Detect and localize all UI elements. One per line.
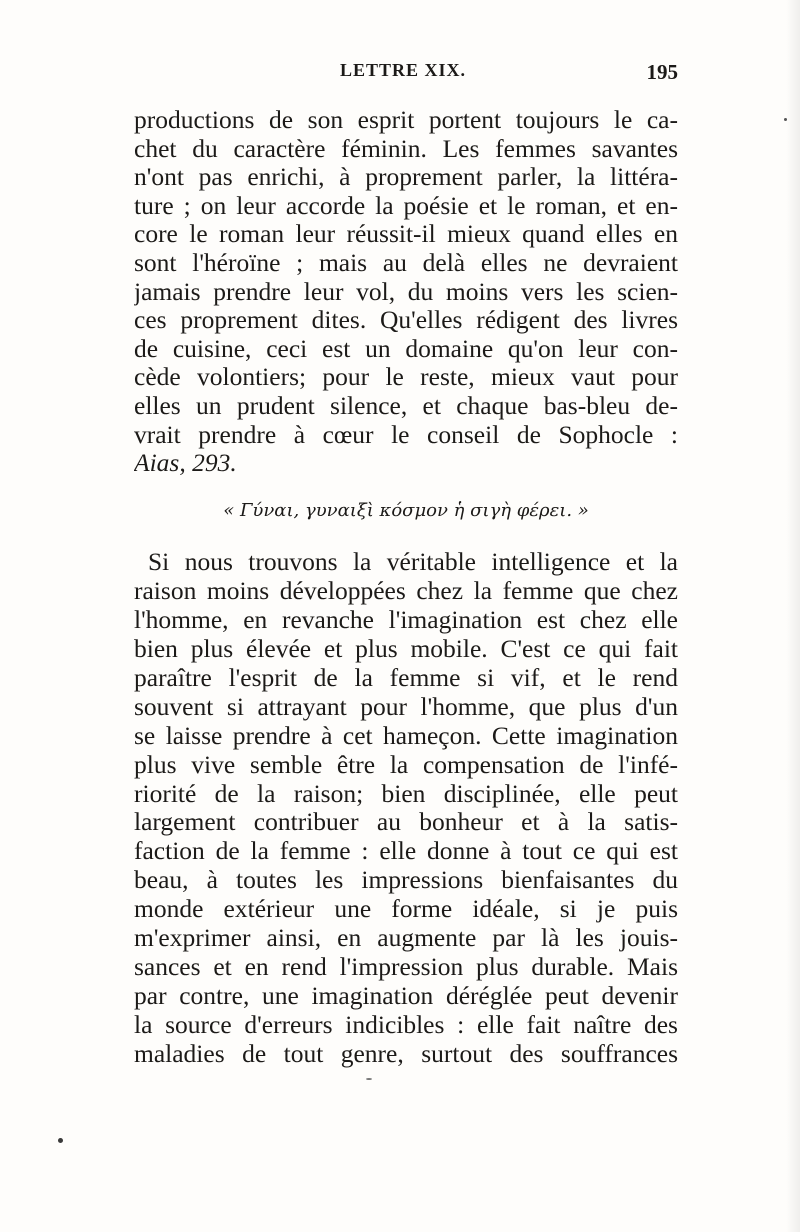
ink-speck — [366, 1078, 372, 1080]
text-line-citation: Aias, 293. — [134, 449, 237, 478]
text-line: l'homme, en revanche l'imagination est chez elle — [134, 605, 678, 634]
paragraph-2 — [134, 548, 678, 1069]
text-line: chet du caractère féminin. Les femmes savantes — [134, 134, 678, 163]
text-line: la source d'erreurs indicibles : elle fait naître des — [134, 1011, 678, 1039]
text-line: largement contribuer au bonheur et à la satis- — [134, 808, 678, 837]
page-edge-shadow — [786, 0, 800, 1232]
text-line: riorité de la raison; bien disciplinée, elle peut — [134, 779, 678, 808]
text-line: raison moins développées chez la femme que chez — [134, 576, 678, 605]
text-line: plus vive semble être la compensation de l'infé- — [134, 750, 678, 779]
text-line: m'exprimer ainsi, en augmente par là les jouis- — [134, 924, 678, 953]
text-line: productions de son esprit portent toujours le ca- — [134, 106, 678, 134]
page-header — [134, 60, 678, 90]
ink-speck — [58, 1138, 63, 1143]
greek-quotation: « Γύναι, γυναιξὶ κόσμον ἡ σιγὴ φέρει. » — [223, 500, 589, 521]
text-line: sances et en rend l'impression plus durable. Mais — [134, 953, 678, 982]
text-line: Si nous trouvons la véritable intelligence et la — [148, 548, 678, 576]
text-line: ces proprement dites. Qu'elles rédigent des livres — [134, 306, 678, 335]
text-line: se laisse prendre à cet hameçon. Cette imagination — [134, 721, 678, 750]
text-line: monde extérieur une forme idéale, si je puis — [134, 895, 678, 924]
text-line: de cuisine, ceci est un domaine qu'on leur con- — [134, 334, 678, 363]
text-line: souvent si attrayant pour l'homme, que plus d'un — [134, 692, 678, 721]
text-line: jamais prendre leur vol, du moins vers les scien- — [134, 277, 678, 306]
text-line: beau, à toutes les impressions bienfaisantes du — [134, 866, 678, 895]
page-number: 195 — [646, 60, 678, 84]
text-line: faction de la femme : elle donne à tout ce qui est — [134, 837, 678, 866]
text-line: par contre, une imagination déréglée peut devenir — [134, 982, 678, 1011]
text-line: core le roman leur réussit-il mieux quand elles en — [134, 220, 678, 249]
text-line: bien plus élevée et plus mobile. C'est ce qui fait — [134, 634, 678, 663]
text-line: maladies de tout genre, surtout des souffrances — [134, 1039, 678, 1068]
text-line: n'ont pas enrichi, à proprement parler, la littéra- — [134, 163, 678, 192]
text-line: elles un prudent silence, et chaque bas-bleu de- — [134, 391, 678, 420]
text-line: vrait prendre à cœur le conseil de Sophocle : — [134, 420, 678, 449]
ink-speck — [784, 118, 787, 121]
text-line: sont l'héroïne ; mais au delà elles ne devraient — [134, 248, 678, 277]
text-line: paraître l'esprit de la femme si vif, et le rend — [134, 663, 678, 692]
paragraph-1 — [134, 106, 678, 478]
text-line: ture ; on leur accorde la poésie et le roman, et en- — [134, 191, 678, 220]
text-line: cède volontiers; pour le reste, mieux vaut pour — [134, 363, 678, 392]
running-title: LETTRE XIX. — [340, 60, 467, 80]
